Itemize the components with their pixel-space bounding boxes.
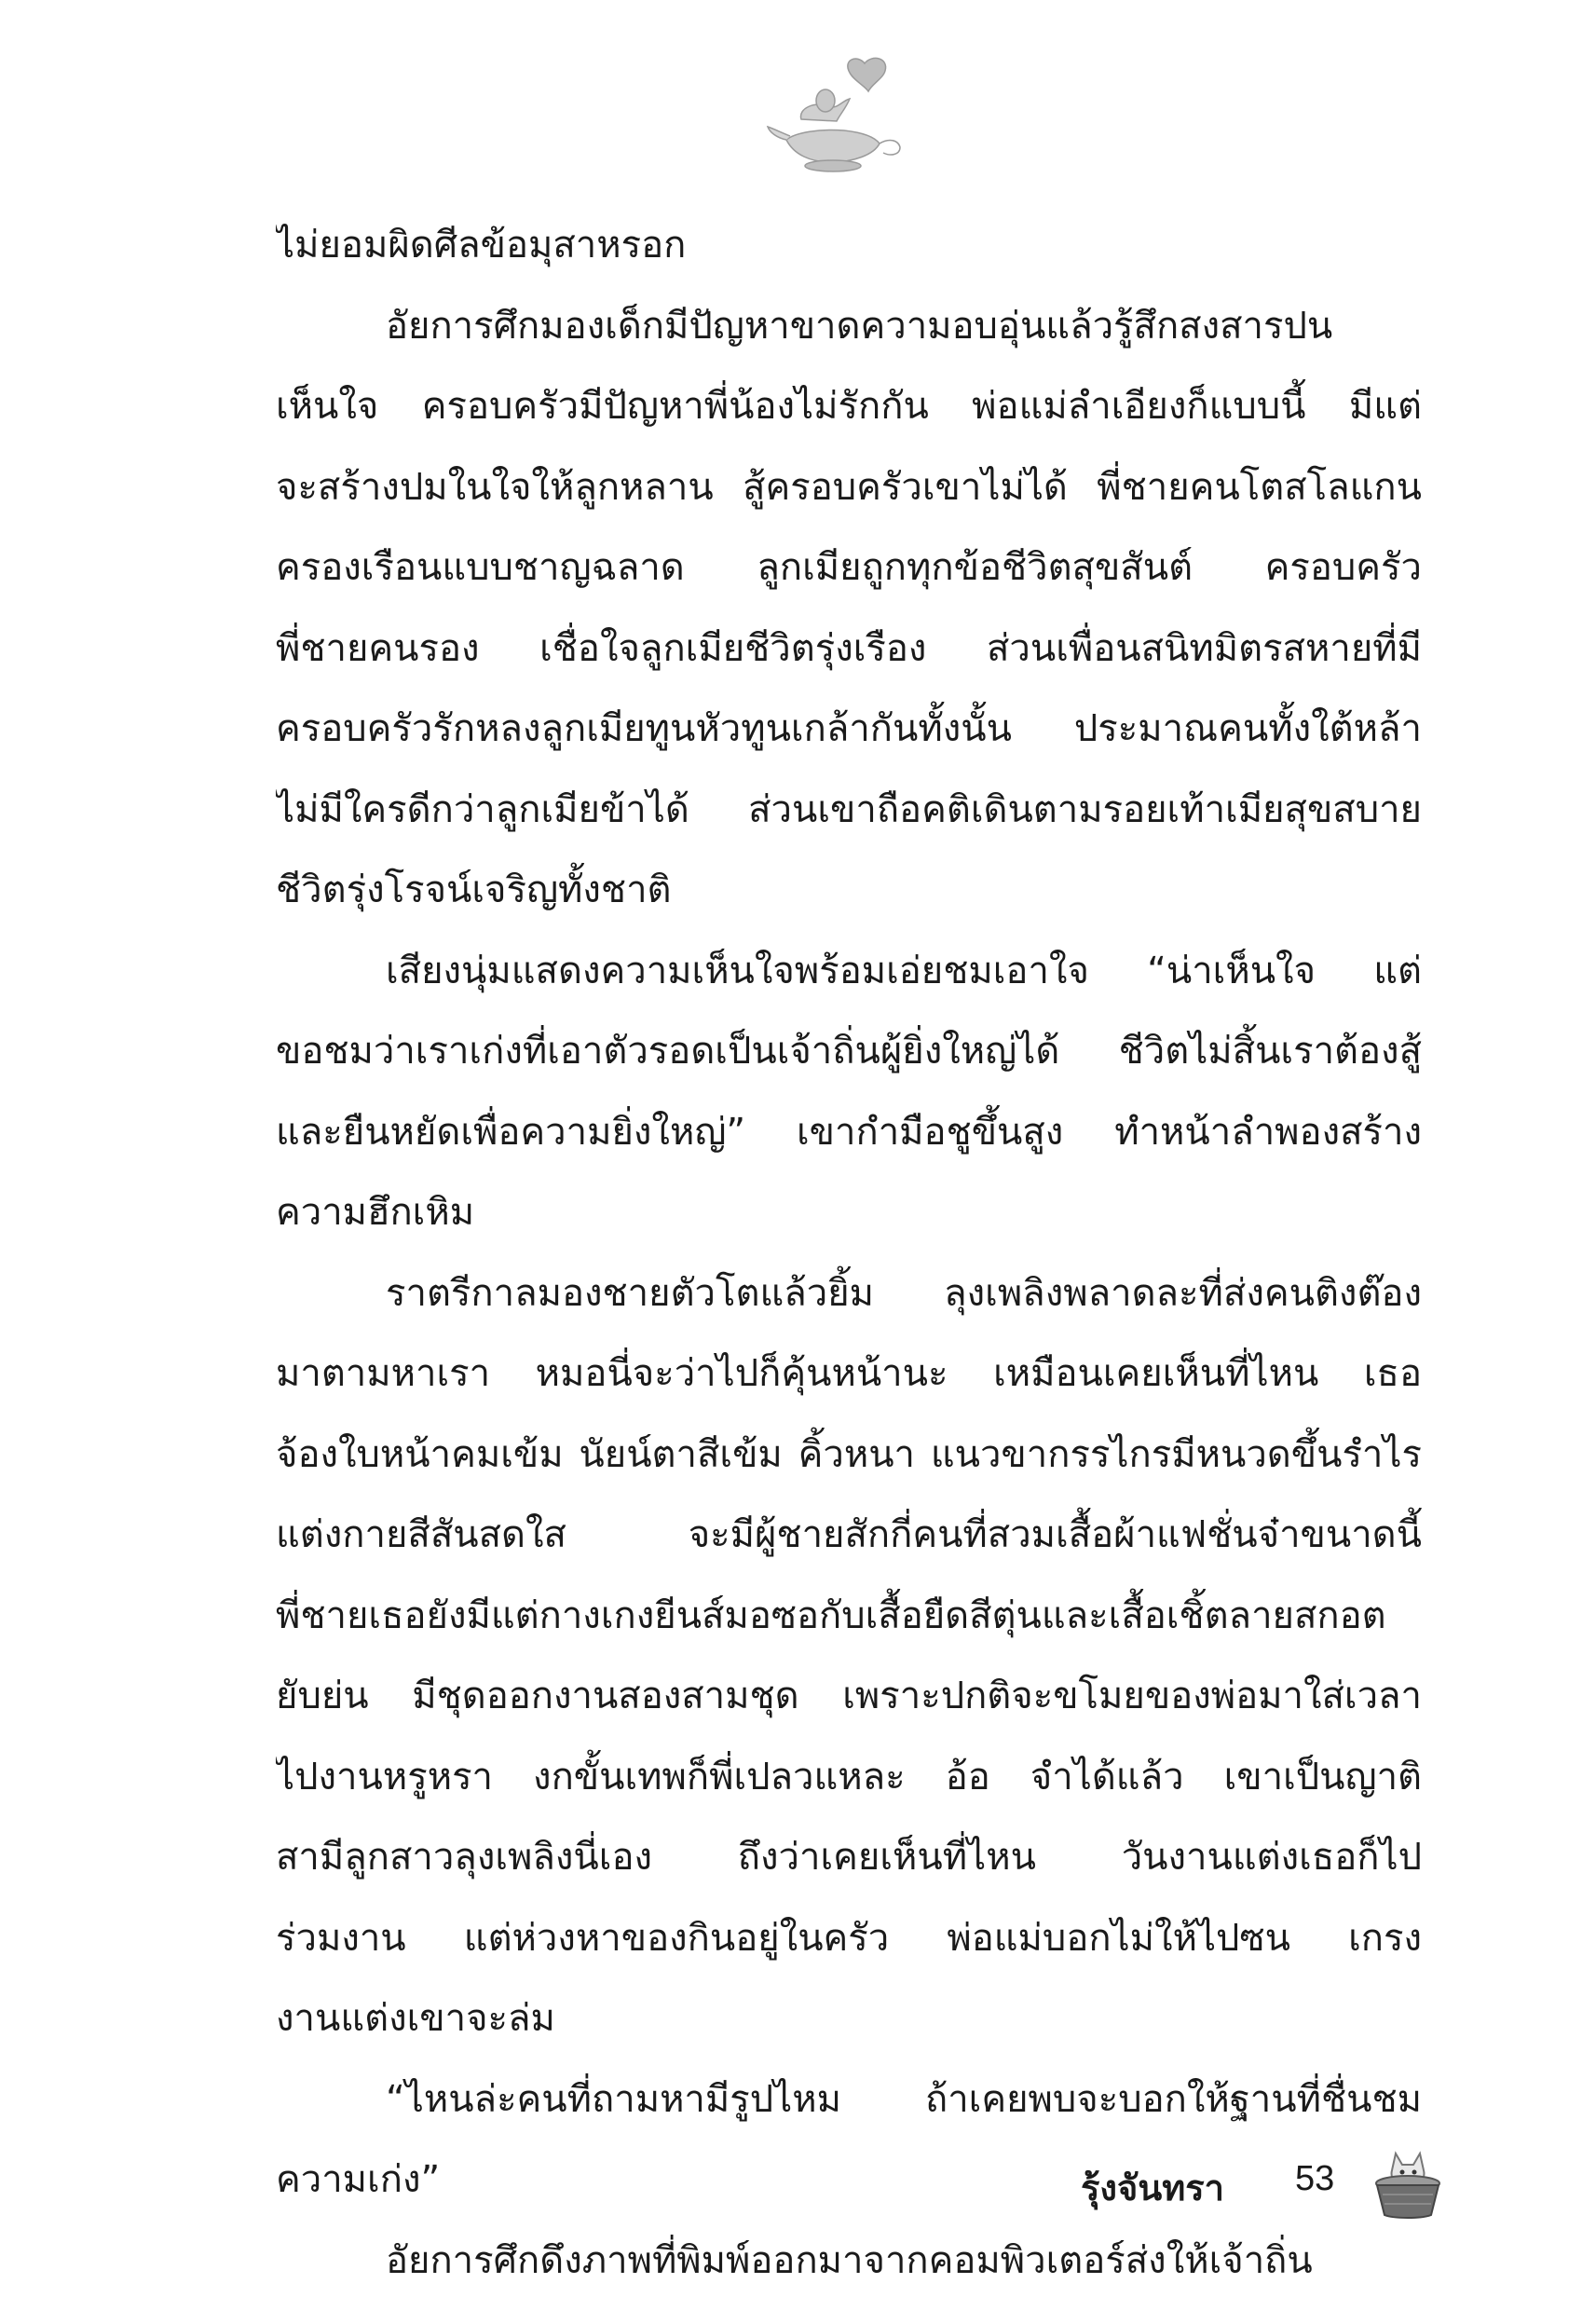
text-line: งานแต่งเขาจะล่ม [276, 1997, 555, 2040]
text-line: ชีวิตรุ่งโรจน์เจริญทั้งชาติ [276, 868, 672, 911]
text-line: แต่งกายสีสันสดใส จะมีผู้ชายสักกี่คนที่สวมเสื้อผ้าแฟชั่นจ๋าขนาดนี้ [276, 1513, 1422, 1556]
text-line: ราตรีกาลมองชายตัวโตแล้วยิ้ม ลุงเพลิงพลาดละที่ส่งคนติงต๊อง [386, 1271, 1422, 1315]
text-line: และยืนหยัดเพื่อความยิ่งใหญ่” เขากำมือชูขึ้นสูง ทำหน้าลำพองสร้าง [276, 1110, 1422, 1154]
text-line: ไปงานหรูหรา งกขั้นเทพก็พี่เปลวแหละ อ้อ จำได้แล้ว เขาเป็นญาติ [276, 1755, 1422, 1798]
text-line: ครอบครัวรักหลงลูกเมียทูนหัวทูนเกล้ากันทั้งนั้น ประมาณคนทั้งใต้หล้า [276, 707, 1422, 750]
text-line: อัยการศึกดึงภาพที่พิมพ์ออกมาจากคอมพิวเตอร์ส่งให้เจ้าถิ่น [386, 2238, 1313, 2282]
book-title: รุ้งจันทรา [1081, 2167, 1225, 2208]
text-line: ขอชมว่าเราเก่งที่เอาตัวรอดเป็นเจ้าถิ่นผู้ยิ่งใหญ่ได้ ชีวิตไม่สิ้นเราต้องสู้ [276, 1030, 1422, 1073]
text-line: มาตามหาเรา หมอนี่จะว่าไปก็คุ้นหน้านะ เหมือนเคยเห็นที่ไหน เธอ [276, 1352, 1422, 1395]
text-line: ความฮึกเหิม [276, 1191, 475, 1234]
text-line: เสียงนุ่มแสดงความเห็นใจพร้อมเอ่ยชมเอาใจ “น่าเห็นใจ แต่ [386, 949, 1422, 992]
text-line: ยับย่น มีชุดออกงานสองสามชุด เพราะปกติจะขโมยของพ่อมาใส่เวลา [276, 1675, 1422, 1717]
text-line: อัยการศึกมองเด็กมีปัญหาขาดความอบอุ่นแล้วรู้สึกสงสารปน [386, 304, 1333, 348]
page-number: 53 [1295, 2159, 1335, 2198]
page-footer [1081, 2139, 1453, 2222]
text-line: ไม่มีใครดีกว่าลูกเมียข้าได้ ส่วนเขาถือคติเดินตามรอยเท้าเมียสุขสบาย [276, 787, 1422, 831]
text-line: “ไหนล่ะคนที่ถามหามีรูปไหม ถ้าเคยพบจะบอกให้ฐานที่ชื่นชม [386, 2077, 1422, 2121]
text-line: พี่ชายคนรอง เชื่อใจลูกเมียชีวิตรุ่งเรือง ส่วนเพื่อนสนิทมิตรสหายที่มี [276, 626, 1422, 670]
text-line: ครองเรือนแบบชาญฉลาด ลูกเมียถูกทุกข้อชีวิตสุขสันต์ ครอบครัว [276, 546, 1422, 589]
text-line: จ้องใบหน้าคมเข้ม นัยน์ตาสีเข้ม คิ้วหนา แนวขากรรไกรมีหนวดขึ้นรำไร [276, 1432, 1422, 1476]
text-line: จะสร้างปมในใจให้ลูกหลาน สู้ครอบครัวเขาไม่ได้ พี่ชายคนโตสโลแกน [276, 465, 1422, 509]
text-line: เห็นใจ ครอบครัวมีปัญหาพี่น้องไม่รักกัน พ่อแม่ลำเอียงก็แบบนี้ มีแต่ [276, 385, 1422, 428]
text-line: พี่ชายเธอยังมีแต่กางเกงยีนส์มอซอกับเสื้อยืดสีตุ่นและเสื้อเชิ้ตลายสกอต [276, 1593, 1386, 1637]
cat-in-basket-icon [1371, 2142, 1444, 2221]
text-line: ความเก่ง” [276, 2158, 441, 2201]
text-line: สามีลูกสาวลุงเพลิงนี่เอง ถึงว่าเคยเห็นที่ไหน วันงานแต่งเธอก็ไป [276, 1836, 1422, 1879]
text-line: ไม่ยอมผิดศีลข้อมุสาหรอก [276, 224, 687, 267]
genie-lamp-heart-icon [764, 54, 913, 175]
text-line: ร่วมงาน แต่ห่วงหาของกินอยู่ในครัว พ่อแม่บอกไม่ให้ไปซน เกรง [276, 1916, 1422, 1960]
body-text [276, 205, 1422, 2301]
